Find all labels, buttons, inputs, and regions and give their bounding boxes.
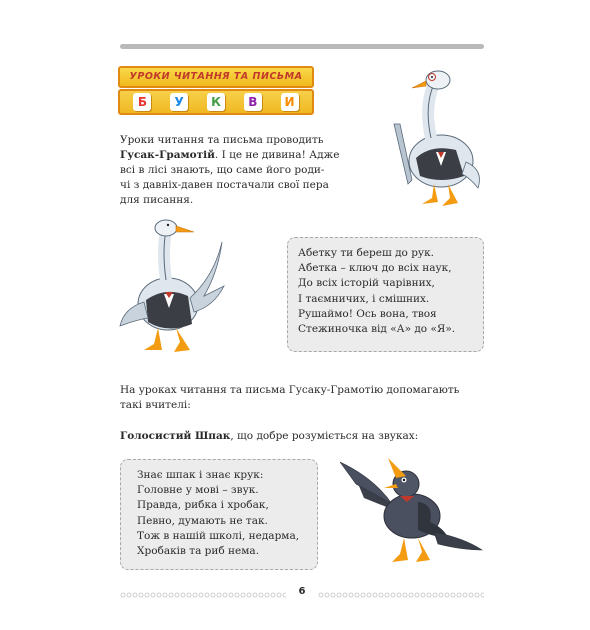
starling-name: Голосистий Шпак [120, 430, 231, 442]
poem-line: Хробаків та риб нема. [137, 545, 260, 558]
poem-line: До всіх історій чарівних, [298, 277, 435, 290]
poem-line: Правда, рибка і хробак, [137, 499, 269, 512]
poem-line: Знає шпак і знає крук: [137, 469, 264, 481]
poem-line: Стежиночка від «А» до «Я». [298, 323, 456, 336]
footer-ornament-left [120, 591, 286, 599]
letter-tile: В [244, 93, 262, 111]
letter-tile: У [170, 93, 188, 111]
goose-dancing-illustration [118, 216, 228, 358]
intro-paragraph: Уроки читання та письма проводить Гусак-Грамотій. І це не дивина! Адже всі в лісі знають, що саме його роди- чі з давніх-давен постачали свої пера для писання. [120, 134, 340, 206]
sound-poem-box [120, 459, 318, 570]
letter-tile: И [281, 93, 299, 111]
footer-ornament-right [318, 591, 484, 599]
banner-title: УРОКИ ЧИТАННЯ ТА ПИСЬМА [118, 66, 314, 88]
alphabet-poem-box [287, 237, 484, 352]
lesson-banner [118, 66, 314, 116]
poem-line: І таємничих, і смішних. [298, 292, 430, 305]
goose-with-pen-illustration [386, 66, 486, 208]
letter-tile: К [207, 93, 225, 111]
poem-line: Тож в нашій школі, недарма, [137, 529, 300, 542]
teachers-paragraph: На уроках читання та письма Гусаку-Грамотію допомагають такі вчителі: [120, 384, 460, 411]
goose-name: Гусак-Грамотій [120, 149, 215, 161]
poem-line: Абетка – ключ до всіх наук, [298, 262, 452, 275]
poem-line: Певно, думають не так. [137, 514, 268, 527]
page-number: 6 [298, 586, 306, 597]
poem-line: Абетку ти береш до рук. [298, 247, 435, 259]
poem-line: Рушаймо! Ось вона, твоя [298, 307, 437, 320]
letter-tiles [118, 89, 314, 115]
letter-tile: Б [133, 93, 151, 111]
starling-illustration [334, 454, 484, 570]
starling-paragraph: Голосистий Шпак, що добре розуміється на звуках: [120, 430, 419, 442]
poem-line: Головне у мові – звук. [137, 484, 259, 497]
top-divider [120, 44, 484, 49]
